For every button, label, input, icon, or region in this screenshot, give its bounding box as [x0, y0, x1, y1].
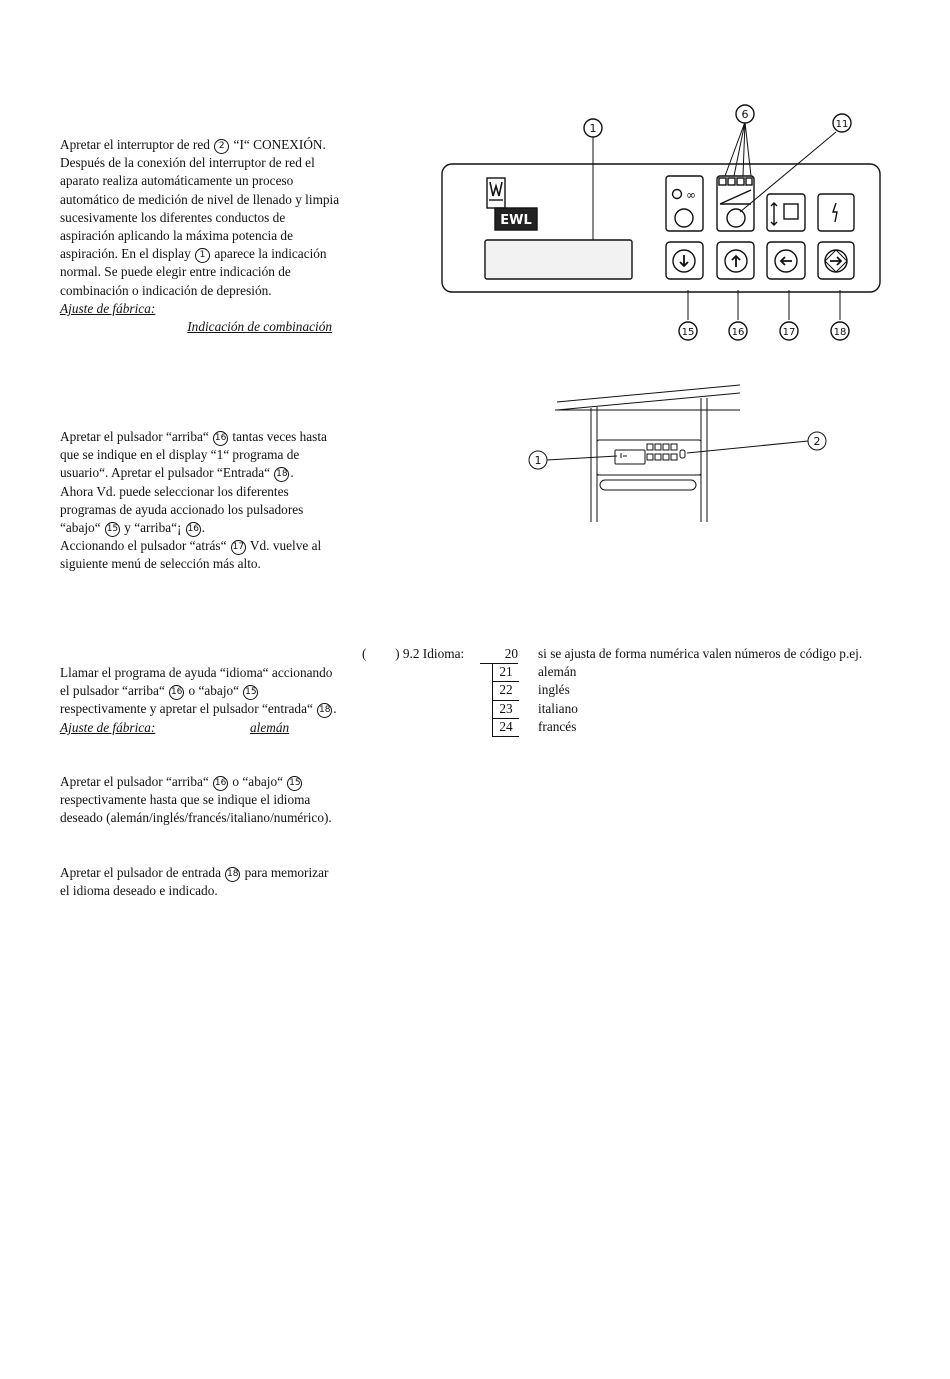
- language-name: francés: [538, 718, 577, 734]
- callout-6: 6: [741, 108, 749, 121]
- section-language-store: [60, 864, 340, 900]
- ref-up-button: 16: [213, 431, 228, 446]
- factory-setting-display: [60, 300, 340, 318]
- language-select-text: Apretar el pulsador “arriba“ 16 o “abajo“ 15 respectivamente hasta que se indique el idioma deseado (alemán/inglés/francés/italiano/numérico).: [60, 774, 332, 826]
- control-panel-diagram: [440, 100, 885, 350]
- section-language-select: [60, 773, 340, 828]
- callout-1: 1: [589, 122, 597, 135]
- ref-up-button: 16: [186, 522, 201, 537]
- callout-17: 17: [782, 327, 796, 338]
- callout-16: 16: [731, 327, 745, 338]
- language-name: alemán: [538, 664, 577, 680]
- language-row: [0, 645, 950, 663]
- back-text: Accionando el pulsador “atrás“ 17 Vd. vuelve al siguiente menú de selección más alto.: [60, 538, 322, 572]
- unit-diagram: [525, 380, 835, 530]
- ref-display: 1: [195, 248, 210, 263]
- language-code: 22: [492, 681, 519, 700]
- key-suction-mode: [666, 176, 703, 231]
- factory-setting-label: Ajuste de fábrica:: [60, 300, 156, 316]
- callout-display: 1: [534, 454, 542, 467]
- display-window: [485, 240, 632, 279]
- ref-enter-button: 18: [274, 467, 289, 482]
- factory-setting-value: alemán: [250, 719, 290, 735]
- language-row: [0, 718, 950, 736]
- logo-text: EWL: [500, 213, 532, 228]
- language-name: inglés: [538, 682, 570, 698]
- ref-up-button: 16: [169, 685, 184, 700]
- logo-icon: [487, 178, 537, 230]
- language-code: 23: [492, 700, 519, 719]
- language-name: italiano: [538, 700, 578, 716]
- ref-down-button: 15: [105, 522, 120, 537]
- ref-enter-button: 18: [225, 867, 240, 882]
- menu-prefix-open: (: [362, 646, 367, 661]
- language-store-text: Apretar el pulsador de entrada 18 para memorizar el idioma deseado e indicado.: [60, 865, 329, 899]
- language-call-text: Llamar el programa de ayuda “idioma“ accionando el pulsador “arriba“ 16 o “abajo“ 15 respectivamente y apretar el pulsador “entrada“ 18 .: [60, 665, 337, 717]
- section-power-on: [60, 136, 340, 336]
- factory-setting-value: Indicación de combinación: [187, 318, 332, 334]
- key-level-adjust: [767, 194, 805, 231]
- language-name: si se ajusta de forma numérica valen números de código p.ej.: [538, 646, 863, 661]
- menu-prefix-close: ): [395, 646, 400, 661]
- infinity-icon: ∞: [686, 188, 696, 202]
- language-row: [0, 700, 950, 718]
- language-code: 20: [480, 645, 518, 664]
- ref-down-button: 15: [243, 685, 258, 700]
- power-on-text: Apretar el interruptor de red 2 “I“ CONEXIÓN. Después de la conexión del interruptor de red el aparato realiza automáticamente un proceso automático de medición de nivel de llenado y limpia sucesivamente los diferentes conductos de aspiración aplicando la máxima potencia de aspiración. En el display 1 aparece la indicación normal. Se puede elegir entre indicación de combinación o indicación de depresión.: [60, 137, 340, 298]
- factory-setting-label: Ajuste de fábrica:: [60, 719, 156, 735]
- unit-front: [597, 440, 701, 475]
- ref-mains-switch: 2: [214, 139, 229, 154]
- ref-enter-button: 18: [317, 703, 332, 718]
- language-row: [0, 681, 950, 699]
- callout-18: 18: [833, 327, 847, 338]
- callout-15: 15: [681, 327, 695, 338]
- language-code: 21: [492, 663, 519, 682]
- callout-11: 11: [835, 119, 849, 130]
- ref-back-button: 17: [231, 540, 246, 555]
- callout-mains-switch: 2: [813, 435, 821, 448]
- language-row: [0, 663, 950, 681]
- ref-down-button: 15: [287, 776, 302, 791]
- section-user-program: [60, 428, 340, 574]
- ref-up-button: 16: [213, 776, 228, 791]
- user-program-text: Apretar el pulsador “arriba“ 16 tantas veces hasta que se indique en el display “1“ programa de usuario“. Apretar el pulsador “Entrada“ 18 .: [60, 429, 327, 481]
- help-program-text: Ahora Vd. puede seleccionar los diferentes programas de ayuda accionado los pulsadores “abajo“ 15 y “arriba“¡ 16 .: [60, 483, 304, 536]
- language-code: 24: [492, 718, 519, 737]
- language-menu-label: 9.2 Idioma:: [402, 646, 465, 661]
